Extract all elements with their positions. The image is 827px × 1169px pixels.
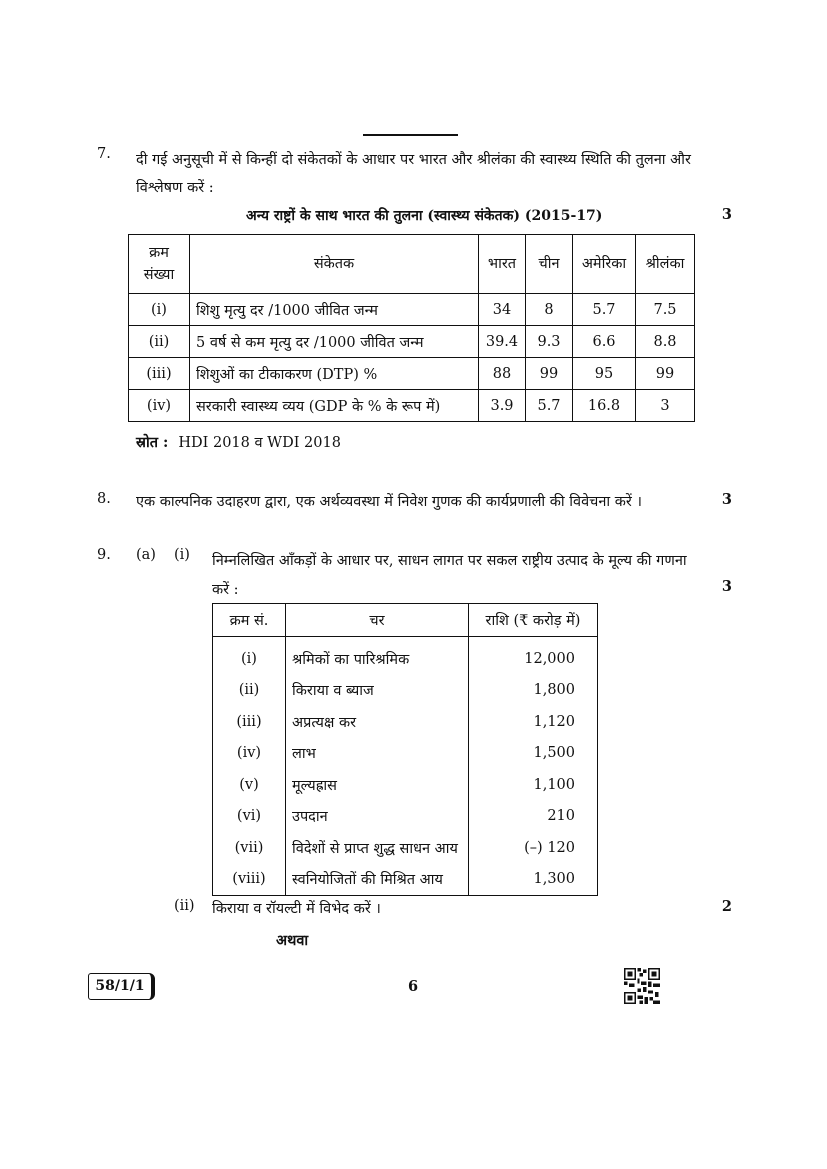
table-source [136, 432, 341, 452]
cell-serial: (iii) [213, 706, 286, 738]
cell-srilanka: 7.5 [636, 294, 695, 326]
table-header-row [129, 235, 695, 294]
cell-amount: 1,300 [469, 864, 598, 896]
q8-number: 8. [97, 491, 111, 507]
cell-serial: (iv) [129, 390, 190, 422]
cell-serial: (ii) [213, 675, 286, 707]
table-row [213, 675, 598, 707]
table-row [213, 637, 598, 675]
q9-part-ii-text: किराया व रॉयल्टी में विभेद करें । [212, 901, 381, 917]
q7-text: दी गई अनुसूची में से किन्हीं दो संकेतकों के आधार पर भारत और श्रीलंका की स्वास्थ्य स्थिति की तुलना और विश्लेषण करें : [136, 152, 691, 196]
q9-number: 9. [97, 547, 111, 563]
cell-india: 34 [479, 294, 526, 326]
cell-variable: स्वनियोजितों की मिश्रित आय [286, 864, 469, 896]
paper-code-badge: 58/1/1 [88, 973, 155, 1000]
table-row [213, 738, 598, 770]
cell-serial: (i) [213, 637, 286, 675]
col-header-serial: क्रम संख्या [129, 235, 190, 294]
cell-usa: 95 [573, 358, 636, 390]
cell-amount: 1,800 [469, 675, 598, 707]
q7-table-caption: अन्य राष्ट्रों के साथ भारत की तुलना (स्वास्थ्य संकेतक) (2015-17) [246, 208, 603, 224]
table-row [129, 294, 695, 326]
cell-serial: (vii) [213, 832, 286, 864]
table-row [129, 358, 695, 390]
cell-variable: लाभ [286, 738, 469, 770]
table-row [213, 832, 598, 864]
source-text: HDI 2018 व WDI 2018 [178, 435, 341, 451]
cell-variable: अप्रत्यक्ष कर [286, 706, 469, 738]
q9-part-ii-marks: 2 [721, 898, 732, 915]
col-header-amount: राशि (₹ करोड़ में) [469, 604, 598, 637]
cell-china: 9.3 [526, 326, 573, 358]
qr-code-icon [624, 968, 660, 1004]
page-number: 6 [408, 978, 419, 995]
cell-amount: 1,120 [469, 706, 598, 738]
cell-china: 8 [526, 294, 573, 326]
cell-indicator: शिशुओं का टीकाकरण (DTP) % [190, 358, 479, 390]
cell-indicator: सरकारी स्वास्थ्य व्यय (GDP के % के रूप में) [190, 390, 479, 422]
cell-serial: (ii) [129, 326, 190, 358]
cell-variable: किराया व ब्याज [286, 675, 469, 707]
cell-serial: (iv) [213, 738, 286, 770]
q8-text: एक काल्पनिक उदाहरण द्वारा, एक अर्थव्यवस्था में निवेश गुणक की कार्यप्रणाली की विवेचना करें । [136, 494, 642, 510]
table-header-row [213, 604, 598, 637]
table-row [213, 801, 598, 833]
col-header-china: चीन [526, 235, 573, 294]
health-indicators-table [128, 234, 695, 422]
cell-usa: 5.7 [573, 294, 636, 326]
cell-variable: मूल्यह्रास [286, 769, 469, 801]
q8-marks: 3 [721, 491, 732, 508]
col-header-srilanka: श्रीलंका [636, 235, 695, 294]
cell-srilanka: 99 [636, 358, 695, 390]
cell-amount: 12,000 [469, 637, 598, 675]
col-header-variable: चर [286, 604, 469, 637]
q9-part-a: (a) [136, 547, 156, 563]
cell-china: 5.7 [526, 390, 573, 422]
cell-china: 99 [526, 358, 573, 390]
table-row [213, 706, 598, 738]
cell-indicator: 5 वर्ष से कम मृत्यु दर /1000 जीवित जन्म [190, 326, 479, 358]
table-row [213, 769, 598, 801]
cell-amount: 1,500 [469, 738, 598, 770]
cell-serial: (vi) [213, 801, 286, 833]
cell-india: 39.4 [479, 326, 526, 358]
cell-amount: 1,100 [469, 769, 598, 801]
q9-part-i-text: निम्नलिखित आँकड़ों के आधार पर, साधन लागत पर सकल राष्ट्रीय उत्पाद के मूल्य की गणना करें : [212, 553, 687, 598]
cell-variable: उपदान [286, 801, 469, 833]
table-row [129, 390, 695, 422]
cell-serial: (i) [129, 294, 190, 326]
cell-serial: (viii) [213, 864, 286, 896]
col-header-india: भारत [479, 235, 526, 294]
q9-part-i-marks: 3 [721, 578, 732, 595]
q7-marks: 3 [721, 206, 732, 223]
q9-part-ii: (ii) [174, 898, 195, 914]
cell-variable: श्रमिकों का पारिश्रमिक [286, 637, 469, 675]
top-rule [363, 134, 458, 136]
col-header-usa: अमेरिका [573, 235, 636, 294]
source-label: स्रोत : [136, 434, 169, 451]
col-header-serial: क्रम सं. [213, 604, 286, 637]
cell-serial: (iii) [129, 358, 190, 390]
cell-india: 88 [479, 358, 526, 390]
cell-srilanka: 3 [636, 390, 695, 422]
or-separator: अथवा [276, 932, 309, 949]
cell-india: 3.9 [479, 390, 526, 422]
q9-part-i: (i) [174, 547, 190, 563]
cell-variable: विदेशों से प्राप्त शुद्ध साधन आय [286, 832, 469, 864]
table-row [213, 864, 598, 896]
gnp-data-table [212, 603, 598, 896]
cell-serial: (v) [213, 769, 286, 801]
cell-usa: 16.8 [573, 390, 636, 422]
cell-usa: 6.6 [573, 326, 636, 358]
q7-number: 7. [97, 146, 111, 162]
cell-indicator: शिशु मृत्यु दर /1000 जीवित जन्म [190, 294, 479, 326]
table-row [129, 326, 695, 358]
cell-amount: 210 [469, 801, 598, 833]
cell-srilanka: 8.8 [636, 326, 695, 358]
cell-amount: (–) 120 [469, 832, 598, 864]
col-header-indicator: संकेतक [190, 235, 479, 294]
